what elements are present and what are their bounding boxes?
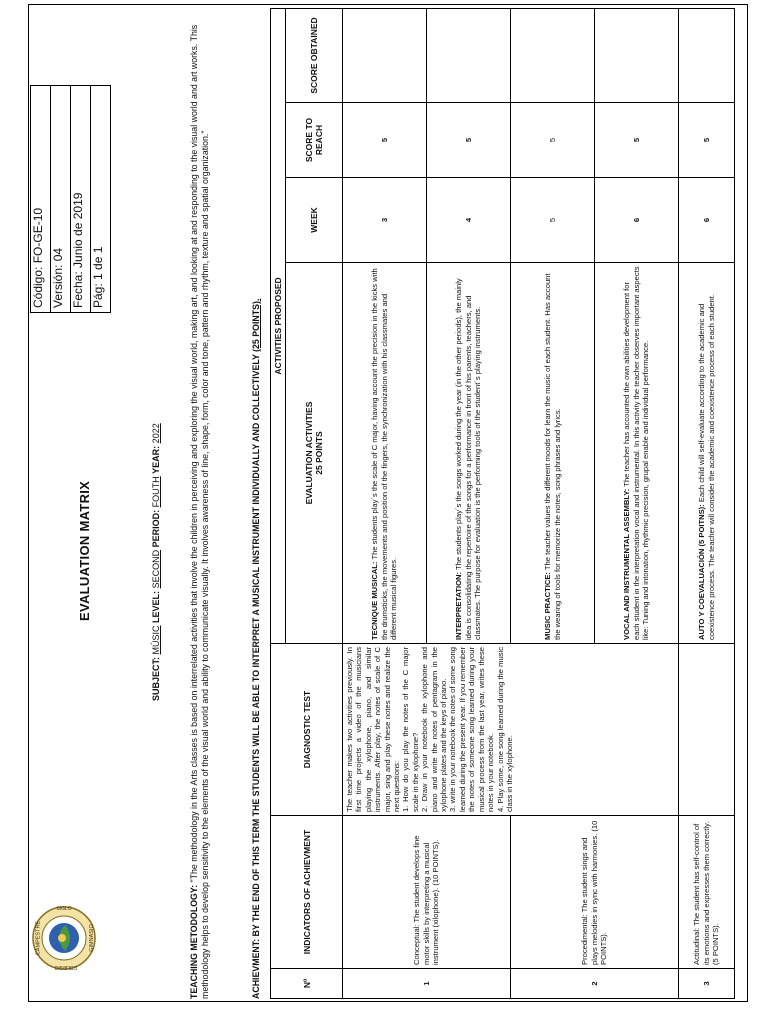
activity-4-title: VOCAL AND INSTRUMENTAL ASSEMBLY: (622, 488, 632, 640)
activity-1-title: TECNIQUE MUSICAL: (370, 561, 380, 640)
activities-proposed-header: ACTIVITIES PROPOSED (271, 8, 286, 643)
year-label: YEAR: (151, 445, 161, 474)
activity-5-text: Each child will self-evaluate according to the academic and coexistence process. The teacher will consider the academic and coexistence process of each student. (697, 294, 716, 640)
number-header: Nº (271, 969, 343, 999)
diagnostic-question-2: 2. Draw in your notebook the xylophone and piano and write the notes of pentagram in the xylophone plates and the keys of piano. (420, 647, 449, 812)
achievement-text: ACHIEVMENT: BY THE END OF THIS TERM THE STUDENTS WILL BE ABLE TO INTERPRET A MUSICAL INSTRUMENT INDIVIDUALLY AND COLLECTIVELY (251, 354, 261, 999)
activity-5-obtained[interactable] (679, 8, 735, 102)
diagnostic-intro: The teacher makes two activities previously. In first time projects a video of the musicians playing the xylophone, piano, and similar instruments. After play, the notes of scale of C major, sing and play these notes and realize the next questions: (345, 647, 402, 812)
activity-1 (343, 263, 427, 644)
activity-1-week: 3 (343, 178, 427, 263)
methodology-text: "The methodology in the Arts classes is based on interrelated activities that involve the children in perceiving and exploring the visual world, making art, and looking at and responding to the visual world and art works. This methodology helps to develop sensitivity to the elements of the visual world and ability to communicate visually. It involves awareness of line, shape, form, color and tone, pattern and rhythm, texture and spatial organization." (189, 24, 210, 999)
diagnostic-question-1: 1. How do you play the notes of the C major scale in the xylophone? (401, 647, 420, 812)
activity-3-text: The teacher values the different moods for learn the music of each student. Has account the wearing of tools for memorize the notes, song phrases and lyrics. (543, 273, 562, 640)
activity-4-obtained[interactable] (595, 8, 679, 102)
indicator-text-1: Conceptual: The student develops fine motor skills by interpreting a musical instrument (xilophone). (10 POINTS). (343, 816, 511, 969)
activity-4-week: 6 (595, 178, 679, 263)
diagnostic-test-cell (343, 644, 679, 816)
school-seal-icon (31, 905, 97, 971)
level-label: LEVEL: (151, 590, 161, 623)
evaluation-table (270, 8, 735, 999)
activity-5-title: AUTO Y COEVALUACIÓN (5 POITNS): (697, 504, 707, 640)
code-cell: Código: FO-GE-10 (31, 86, 51, 313)
activity-2-week: 4 (427, 178, 511, 263)
evaluation-header (286, 263, 343, 644)
seal-top-text: CAMPESTRE (35, 920, 42, 956)
activity-3-obtained[interactable] (511, 8, 595, 102)
seal-right-text: SIGLO (56, 906, 72, 912)
subject-line (151, 423, 162, 701)
activity-1-text: The students play´s the scale of C major, having account the precision in the kicks with the drumsticks, the movements and position of the fingers, the synchronization with his classmates and different musical figures. (370, 268, 399, 640)
indicator-text-2: Procedimental: The student sings and plays melodies in sync with harmonies. (10 POINTS). (511, 816, 679, 969)
level-value: SECOND (151, 549, 161, 589)
diagnostic-header: DIAGNOSTIC TEST (271, 644, 343, 816)
activity-2-title: INTERPRETATION: (454, 571, 464, 640)
teaching-methodology (189, 14, 211, 999)
activity-5 (679, 263, 735, 644)
year-value: 2022 (151, 423, 161, 444)
page-title: EVALUATION MATRIX (77, 480, 92, 621)
activity-5-score: 5 (679, 103, 735, 178)
version-cell: Versión: 04 (51, 86, 71, 313)
period-value: FOUTH (151, 476, 161, 508)
activity-3-week: 5 (511, 178, 595, 263)
achievement-statement (251, 14, 262, 999)
score-to-reach-header: SCORE TO REACH (286, 103, 343, 178)
diagnostic-empty-cell (679, 644, 735, 816)
week-header: WEEK (286, 178, 343, 263)
achievement-points: (25 POINTS). (251, 298, 261, 352)
activity-3-title: MUSIC PRACTICE: (543, 572, 553, 640)
evaluation-header-label: EVALUATION ACTIVITIES (304, 401, 314, 505)
activity-4 (595, 263, 679, 644)
indicator-number-1: 1 (343, 969, 511, 999)
activity-4-score: 5 (595, 103, 679, 178)
activity-2-text: The students play´s the songs worked during the year (in the other periods), the mainly idea is consolidating the repertoire of the songs for a performance in front of his parents, teachers, and classmates. The purpose for evaluation is the performing tools of the student´s playing instruments. (454, 278, 483, 640)
document-control-table (30, 85, 111, 313)
activity-2-obtained[interactable] (427, 8, 511, 102)
period-label: PERIOD: (151, 509, 161, 548)
evaluation-header-points: 25 POINTS (314, 431, 324, 475)
activity-3-score: 5 (511, 103, 595, 178)
activity-5-week: 6 (679, 178, 735, 263)
indicator-text-3: Actitudinal: The student has self-control of its emotions and expresses them correctly. (5 POINTS). (679, 816, 735, 969)
subject-value: MÚSIC (151, 625, 161, 655)
document-frame (28, 4, 748, 1002)
indicator-number-3: 3 (679, 969, 735, 999)
activity-4-text: The teacher has accounted the own abilities development for each student in the interpretation vocal and instrumental. In this activity the teacher observes important aspects like: Tuning and intonation, rhythmic precision, grupal enable and individual performance. (622, 266, 651, 640)
activity-3 (511, 263, 595, 644)
page-number-cell: Pág: 1 de 1 (91, 86, 111, 313)
activity-1-score: 5 (343, 103, 427, 178)
seal-left-text: COLEGIO (54, 964, 78, 970)
subject-label: SUBJECT: (151, 656, 161, 701)
indicator-number-2: 2 (511, 969, 679, 999)
methodology-label: TEACHING METODOLOGY: (189, 884, 199, 999)
activity-2-score: 5 (427, 103, 511, 178)
activity-2 (427, 263, 511, 644)
score-obtained-header: SCORE OBTAINED (286, 8, 343, 102)
seal-bottom-text: GIMNASIO (89, 924, 95, 952)
activity-1-obtained[interactable] (343, 8, 427, 102)
indicators-header: INDICATORS OF ACHIEVMENT (271, 816, 343, 969)
date-cell: Fecha: Junio de 2019 (71, 86, 91, 313)
diagnostic-question-4: 4. Play some, one song learned during the music class in the xylophone. (495, 647, 514, 812)
diagnostic-question-3: 3. write in your notebook the notes of some song learned during the present year. If you remember the notes of someone song learned during your musical process from the last year, writes these notes in your notebook. (448, 647, 496, 812)
